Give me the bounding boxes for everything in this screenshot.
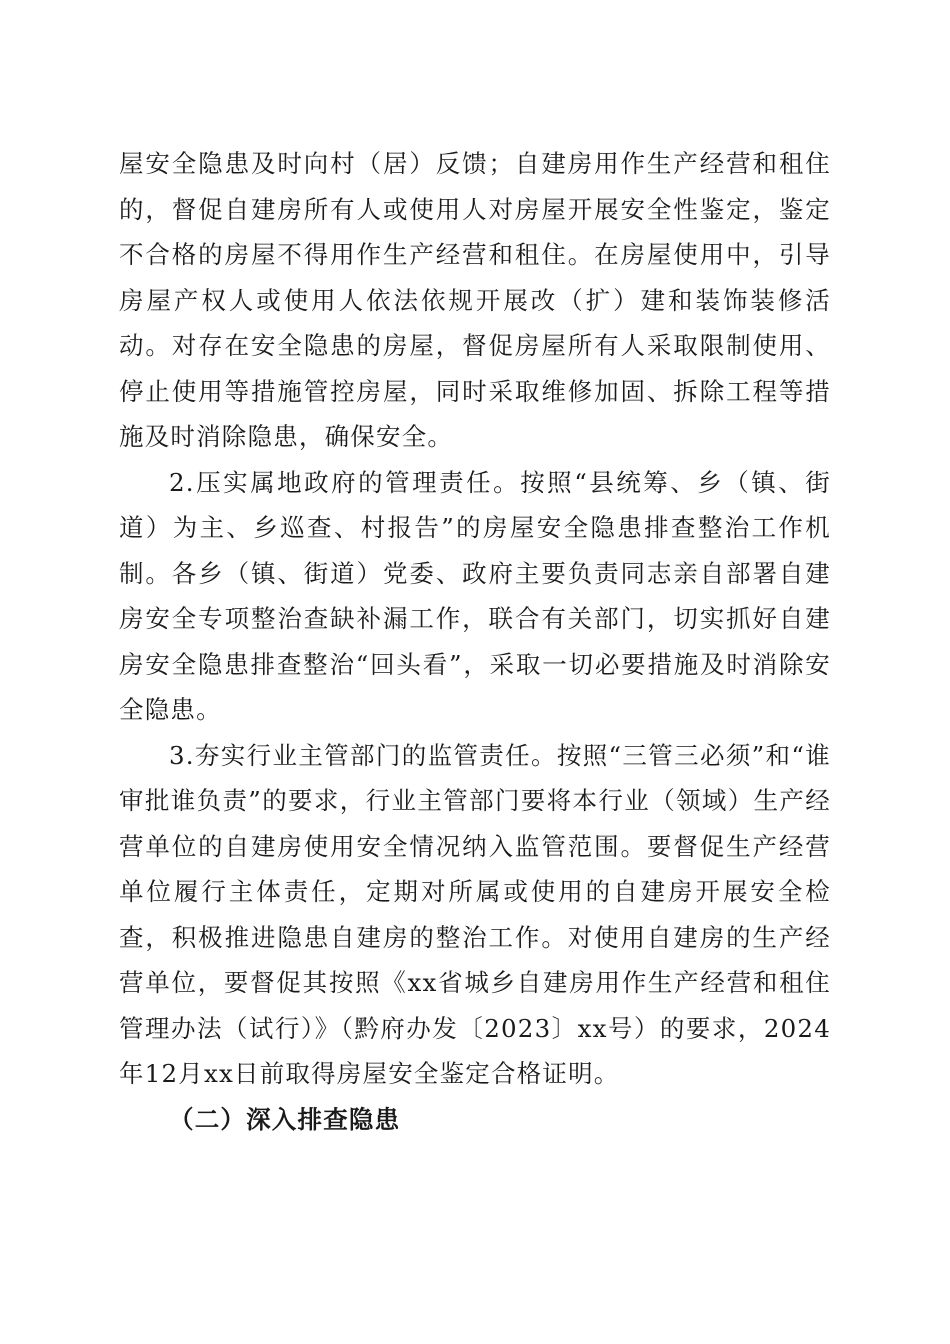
paragraph-item-2: 2.压实属地政府的管理责任。按照“县统筹、乡（镇、街道）为主、乡巡查、村报告”的房屋安全隐患排查整治工作机制。各乡（镇、街道）党委、政府主要负责同志亲自部署自建房安全专项整治查缺补漏工作，联合有关部门，切实抓好自建房安全隐患排查整治“回头看”，采取一切必要措施及时消除安全隐患。 [119, 467, 831, 724]
paragraph-item-3: 3.夯实行业主管部门的监管责任。按照“三管三必须”和“谁审批谁负责”的要求，行业主管部门要将本行业（领域）生产经营单位的自建房使用安全情况纳入监管范围。要督促生产经营单位履行主体责任，定期对所属或使用的自建房开展安全检查，积极推进隐患自建房的整治工作。对使用自建房的生产经营单位，要督促其按照《xx省城乡自建房用作生产经营和租住管理办法（试行）》（黔府办发〔2023〕xx号）的要求，2024年12月xx日前取得房屋安全鉴定合格证明。 [119, 740, 831, 1088]
section-heading: （二）深入排查隐患 [169, 1104, 401, 1134]
paragraph-continuation: 屋安全隐患及时向村（居）反馈；自建房用作生产经营和租住的，督促自建房所有人或使用人对房屋开展安全性鉴定，鉴定不合格的房屋不得用作生产经营和租住。在房屋使用中，引导房屋产权人或使用人依法依规开展改（扩）建和装饰装修活动。对存在安全隐患的房屋，督促房屋所有人采取限制使用、停止使用等措施管控房屋，同时采取维修加固、拆除工程等措施及时消除隐患，确保安全。 [119, 149, 831, 451]
document-body [119, 141, 831, 1142]
